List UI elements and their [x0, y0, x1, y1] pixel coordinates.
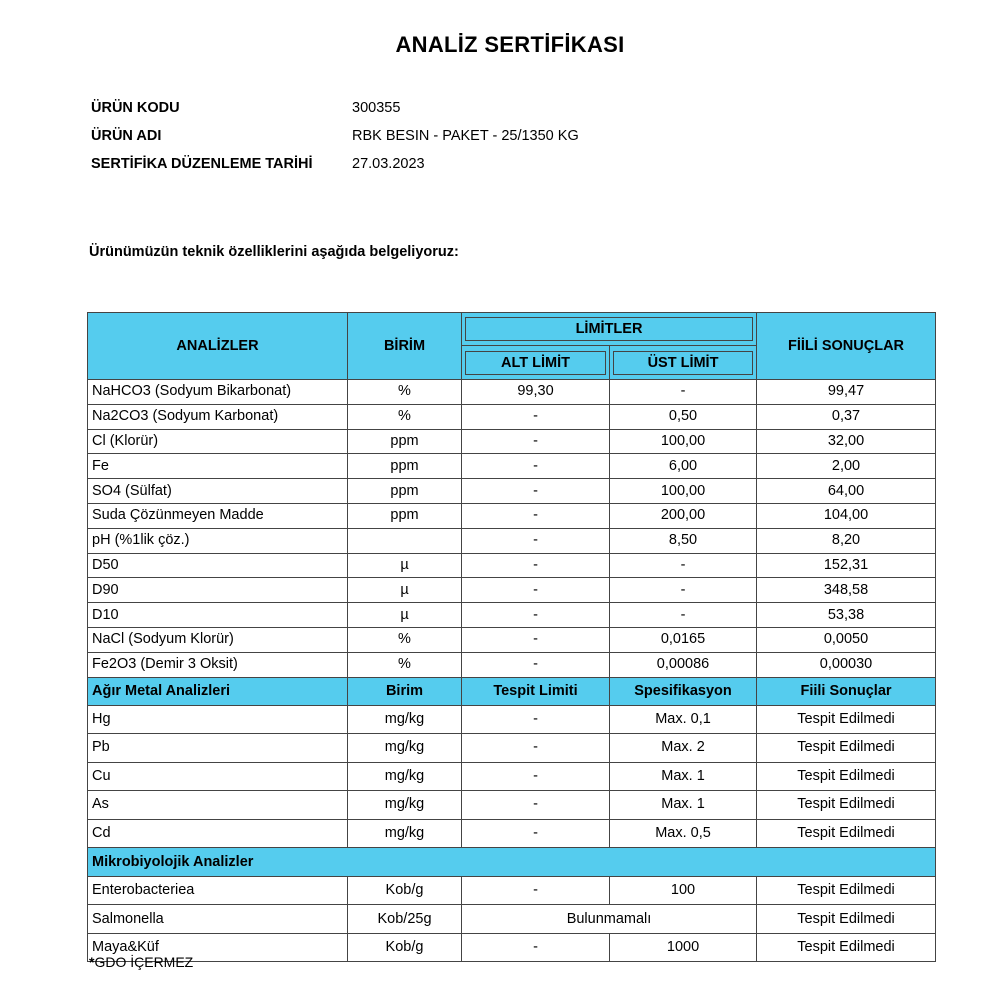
- micro-actual: Tespit Edilmedi: [757, 905, 936, 933]
- analysis-unit: %: [348, 380, 462, 405]
- analysis-upper-limit: 100,00: [610, 479, 757, 504]
- metal-specification: Max. 0,5: [610, 819, 757, 848]
- analysis-upper-limit: 0,50: [610, 404, 757, 429]
- analysis-unit: [348, 528, 462, 553]
- table-row: [88, 762, 936, 791]
- analysis-actual-result: 2,00: [757, 454, 936, 479]
- analysis-unit: µ: [348, 578, 462, 603]
- certificate-title: ANALİZ SERTİFİKASI: [395, 32, 625, 57]
- analysis-lower-limit: -: [462, 553, 610, 578]
- metal-unit: mg/kg: [348, 734, 462, 763]
- metal-actual-result: Tespit Edilmedi: [757, 819, 936, 848]
- analysis-actual-result: 53,38: [757, 603, 936, 628]
- table-row: [88, 454, 936, 479]
- micro-limit: -: [462, 933, 610, 961]
- table-row: [88, 705, 936, 734]
- analysis-lower-limit: -: [462, 528, 610, 553]
- metal-specification: Max. 1: [610, 791, 757, 820]
- table-row: [88, 479, 936, 504]
- analysis-table: [87, 312, 936, 962]
- heavy-metal-specification-header: Spesifikasyon: [610, 677, 757, 705]
- analysis-upper-limit: 6,00: [610, 454, 757, 479]
- footnote-text: GDO İÇERMEZ: [94, 954, 194, 970]
- analysis-name: Na2CO3 (Sodyum Karbonat): [88, 404, 348, 429]
- analysis-upper-limit: -: [610, 603, 757, 628]
- metal-specification: Max. 2: [610, 734, 757, 763]
- issue-date-value: 27.03.2023: [352, 156, 425, 172]
- issue-date-label: SERTİFİKA DÜZENLEME TARİHİ: [91, 156, 313, 172]
- analysis-actual-result: 64,00: [757, 479, 936, 504]
- metal-specification: Max. 1: [610, 762, 757, 791]
- micro-spec: Bulunmamalı: [462, 905, 757, 933]
- product-code-value: 300355: [352, 100, 401, 116]
- micro-spec: 100: [610, 877, 757, 905]
- intro-text: Ürünümüzün teknik özelliklerini aşağıda belgeliyoruz:: [89, 244, 459, 260]
- header-unit: BİRİM: [348, 313, 462, 380]
- table-row: [88, 380, 936, 405]
- micro-actual: Tespit Edilmedi: [757, 877, 936, 905]
- metal-detection-limit: -: [462, 734, 610, 763]
- micro-name: Enterobacteriea: [88, 877, 348, 905]
- metal-detection-limit: -: [462, 819, 610, 848]
- analysis-unit: µ: [348, 553, 462, 578]
- metal-unit: mg/kg: [348, 705, 462, 734]
- metal-name: Cu: [88, 762, 348, 791]
- analysis-unit: ppm: [348, 429, 462, 454]
- table-row: [88, 933, 936, 961]
- analysis-lower-limit: -: [462, 603, 610, 628]
- table-row: [88, 627, 936, 652]
- micro-name: Salmonella: [88, 905, 348, 933]
- micro-spec: 1000: [610, 933, 757, 961]
- analysis-actual-result: 0,00030: [757, 652, 936, 677]
- analysis-name: D10: [88, 603, 348, 628]
- metal-actual-result: Tespit Edilmedi: [757, 791, 936, 820]
- micro-actual: Tespit Edilmedi: [757, 933, 936, 961]
- table-row: [88, 528, 936, 553]
- analysis-upper-limit: 200,00: [610, 503, 757, 528]
- micro-limit: -: [462, 877, 610, 905]
- micro-section-title: Mikrobiyolojik Analizler: [88, 848, 936, 877]
- metal-detection-limit: -: [462, 791, 610, 820]
- analysis-lower-limit: -: [462, 503, 610, 528]
- table-row: [88, 553, 936, 578]
- analysis-upper-limit: 8,50: [610, 528, 757, 553]
- product-code-label: ÜRÜN KODU: [91, 100, 180, 116]
- analysis-lower-limit: -: [462, 479, 610, 504]
- table-row: [88, 429, 936, 454]
- analysis-actual-result: 104,00: [757, 503, 936, 528]
- footnote: [89, 954, 193, 970]
- metal-unit: mg/kg: [348, 791, 462, 820]
- analysis-actual-result: 348,58: [757, 578, 936, 603]
- table-row: [88, 791, 936, 820]
- heavy-metal-section-title: Ağır Metal Analizleri: [88, 677, 348, 705]
- header-actual-results: FİİLİ SONUÇLAR: [757, 313, 936, 380]
- micro-name: Maya&Küf: [88, 933, 348, 961]
- table-row: [88, 905, 936, 933]
- analysis-name: NaHCO3 (Sodyum Bikarbonat): [88, 380, 348, 405]
- analysis-lower-limit: -: [462, 652, 610, 677]
- metal-name: As: [88, 791, 348, 820]
- metal-unit: mg/kg: [348, 819, 462, 848]
- heavy-metal-detection-limit-header: Tespit Limiti: [462, 677, 610, 705]
- heavy-metals-body: [88, 705, 936, 848]
- table-row: [88, 503, 936, 528]
- table-row: [88, 734, 936, 763]
- analysis-name: Suda Çözünmeyen Madde: [88, 503, 348, 528]
- analysis-unit: %: [348, 627, 462, 652]
- product-name-label: ÜRÜN ADI: [91, 128, 162, 144]
- analysis-lower-limit: -: [462, 429, 610, 454]
- header-limits: [462, 313, 757, 346]
- analysis-name: Fe2O3 (Demir 3 Oksit): [88, 652, 348, 677]
- micro-unit: Kob/25g: [348, 905, 462, 933]
- analysis-actual-result: 32,00: [757, 429, 936, 454]
- table-row: [88, 603, 936, 628]
- analysis-name: pH (%1lik çöz.): [88, 528, 348, 553]
- analysis-unit: ppm: [348, 454, 462, 479]
- analysis-lower-limit: -: [462, 454, 610, 479]
- table-row: [88, 819, 936, 848]
- analysis-actual-result: 152,31: [757, 553, 936, 578]
- micro-unit: Kob/g: [348, 877, 462, 905]
- analysis-upper-limit: 100,00: [610, 429, 757, 454]
- analysis-lower-limit: -: [462, 627, 610, 652]
- analysis-unit: %: [348, 652, 462, 677]
- metal-specification: Max. 0,1: [610, 705, 757, 734]
- metal-detection-limit: -: [462, 705, 610, 734]
- analysis-unit: ppm: [348, 503, 462, 528]
- analysis-actual-result: 8,20: [757, 528, 936, 553]
- analysis-upper-limit: -: [610, 553, 757, 578]
- analysis-name: Cl (Klorür): [88, 429, 348, 454]
- table-row: [88, 578, 936, 603]
- product-name-value: RBK BESIN - PAKET - 25/1350 KG: [352, 128, 579, 144]
- metal-detection-limit: -: [462, 762, 610, 791]
- analysis-actual-result: 0,0050: [757, 627, 936, 652]
- analysis-unit: %: [348, 404, 462, 429]
- table-row: [88, 877, 936, 905]
- header-limits-label: LİMİTLER: [465, 317, 753, 341]
- metal-actual-result: Tespit Edilmedi: [757, 705, 936, 734]
- analyses-body: [88, 380, 936, 678]
- header-upper-limit-label: ÜST LİMİT: [613, 351, 753, 375]
- analysis-name: Fe: [88, 454, 348, 479]
- table-row: [88, 652, 936, 677]
- metal-actual-result: Tespit Edilmedi: [757, 762, 936, 791]
- metal-actual-result: Tespit Edilmedi: [757, 734, 936, 763]
- analysis-lower-limit: 99,30: [462, 380, 610, 405]
- table-row: [88, 404, 936, 429]
- metal-name: Pb: [88, 734, 348, 763]
- header-lower-limit-label: ALT LİMİT: [465, 351, 606, 375]
- analysis-unit: ppm: [348, 479, 462, 504]
- heavy-metal-actual-header: Fiili Sonuçlar: [757, 677, 936, 705]
- analysis-name: NaCl (Sodyum Klorür): [88, 627, 348, 652]
- heavy-metal-unit-header: Birim: [348, 677, 462, 705]
- analysis-unit: µ: [348, 603, 462, 628]
- analysis-name: D90: [88, 578, 348, 603]
- analysis-name: SO4 (Sülfat): [88, 479, 348, 504]
- analysis-lower-limit: -: [462, 404, 610, 429]
- header-upper-limit: [610, 346, 757, 380]
- micro-unit: Kob/g: [348, 933, 462, 961]
- analysis-name: D50: [88, 553, 348, 578]
- analysis-actual-result: 0,37: [757, 404, 936, 429]
- analysis-actual-result: 99,47: [757, 380, 936, 405]
- metal-name: Cd: [88, 819, 348, 848]
- analysis-upper-limit: -: [610, 578, 757, 603]
- analysis-upper-limit: -: [610, 380, 757, 405]
- header-lower-limit: [462, 346, 610, 380]
- analysis-upper-limit: 0,0165: [610, 627, 757, 652]
- footnote-star: *: [89, 954, 95, 970]
- metal-unit: mg/kg: [348, 762, 462, 791]
- analysis-lower-limit: -: [462, 578, 610, 603]
- metal-name: Hg: [88, 705, 348, 734]
- analysis-upper-limit: 0,00086: [610, 652, 757, 677]
- header-analyses: ANALİZLER: [88, 313, 348, 380]
